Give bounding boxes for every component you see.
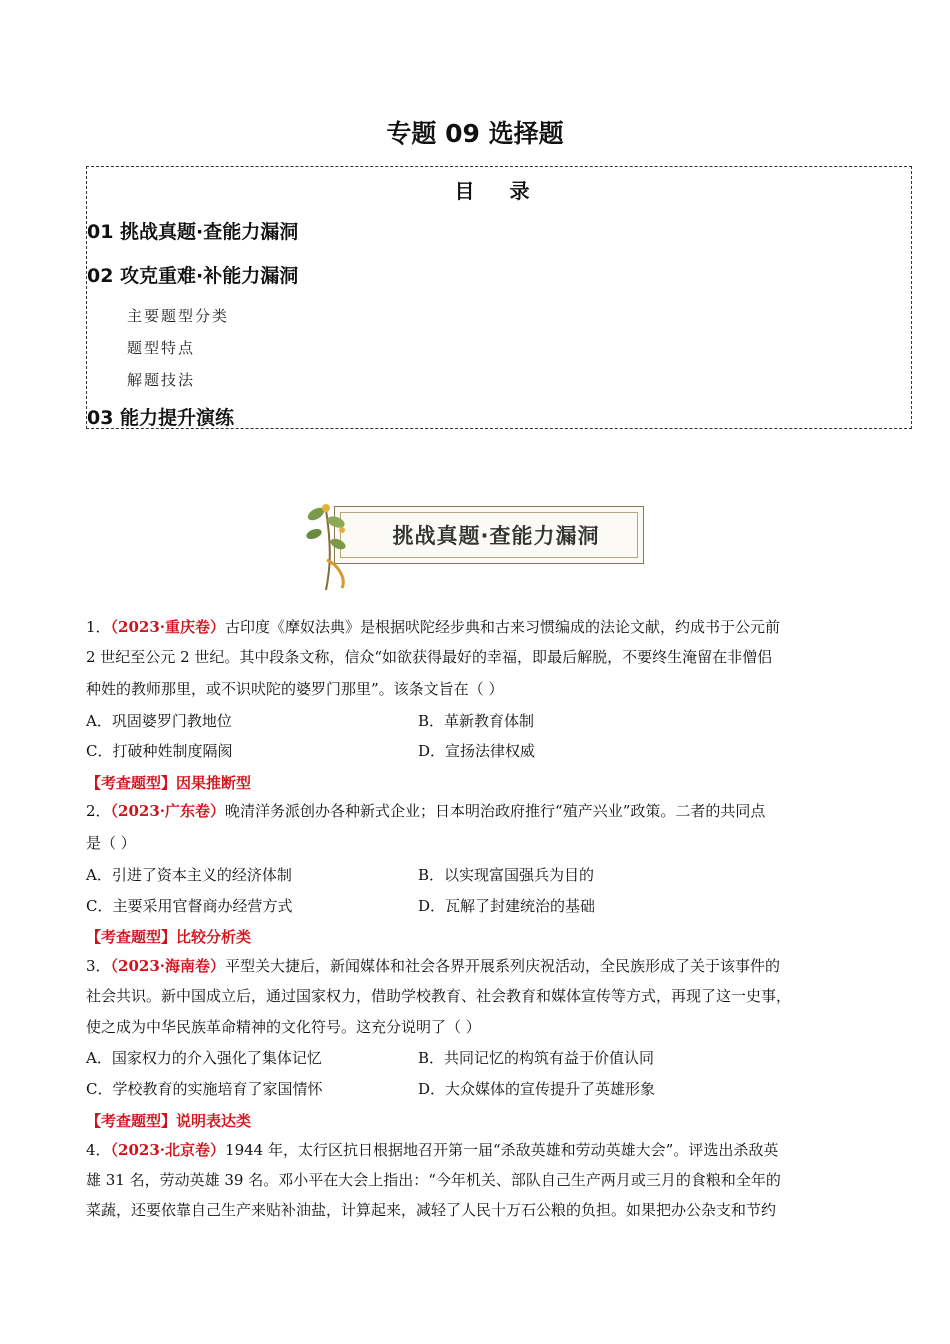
- question-3-line-3: 使之成为中华民族革命精神的文化符号。这充分说明了（ ）: [86, 1018, 481, 1036]
- question-3-source: （2023·海南卷）: [110, 957, 226, 975]
- question-2-type-tag: 【考查题型】因果推断型: [86, 774, 252, 792]
- toc-subitem-techniques[interactable]: 解题技法: [127, 371, 196, 389]
- toc-item-02[interactable]: 02 攻克重难·补能力漏洞: [87, 265, 299, 287]
- question-2-option-c[interactable]: C．主要采用官督商办经营方式: [86, 897, 293, 915]
- question-1-option-d[interactable]: D．宣扬法律权威: [418, 742, 536, 760]
- toc-subitem-types[interactable]: 主要题型分类: [127, 307, 230, 325]
- question-3-option-c[interactable]: C．学校教育的实施培育了家国情怀: [86, 1080, 323, 1098]
- question-4-line-1: 4．（2023·北京卷）1944 年，太行区抗日根据地召开第一届“杀敌英雄和劳动英雄大会”。评选出杀敌英: [86, 1141, 779, 1159]
- banner-text: 挑战真题·查能力漏洞: [392, 524, 600, 548]
- question-1-option-c[interactable]: C．打破种姓制度隔阂: [86, 742, 233, 760]
- section-banner: [296, 500, 656, 594]
- question-2-option-a[interactable]: A．引进了资本主义的经济体制: [86, 866, 292, 884]
- question-2-line-1: 2．（2023·广东卷）晚清洋务派创办各种新式企业；日本明治政府推行“殖产兴业”政策。二者的共同点: [86, 802, 766, 820]
- question-4-source: （2023·北京卷）: [110, 1141, 226, 1159]
- question-1-option-b[interactable]: B．革新教育体制: [418, 712, 535, 730]
- question-2-line-2: 是（ ）: [86, 834, 136, 852]
- question-3-line-2: 社会共识。新中国成立后，通过国家权力，借助学校教育、社会教育和媒体宣传等方式，再现了这一史事，: [86, 987, 792, 1005]
- toc-item-01[interactable]: 01 挑战真题·查能力漏洞: [87, 221, 299, 243]
- toc-item-03[interactable]: 03 能力提升演练: [87, 407, 235, 429]
- question-1-line-2: 2 世纪至公元 2 世纪。其中段条文称，信众“如欲获得最好的幸福，即最后解脱，不要终生淹留在非僧侣: [86, 648, 773, 666]
- table-of-contents: [86, 166, 912, 429]
- question-2-source: （2023·广东卷）: [110, 802, 226, 820]
- question-1-line-3: 种姓的教师那里，或不识吠陀的婆罗门那里”。该条文旨在（ ）: [86, 680, 504, 698]
- question-3-type-tag: 【考查题型】比较分析类: [86, 928, 252, 946]
- question-3-option-d[interactable]: D．大众媒体的宣传提升了英雄形象: [418, 1080, 656, 1098]
- question-3-line-1: 3．（2023·海南卷）平型关大捷后，新闻媒体和社会各界开展系列庆祝活动，全民族形成了关于该事件的: [86, 957, 781, 975]
- page-title: 专题 09 选择题: [386, 119, 564, 148]
- question-3-option-b[interactable]: B．共同记忆的构筑有益于价值认同: [418, 1049, 655, 1067]
- toc-heading: 目 录: [454, 179, 544, 203]
- question-4-line-3: 菜蔬，还要依靠自己生产来贴补油盐，计算起来，减轻了人民十万石公粮的负担。如果把办公杂支和节约: [86, 1201, 777, 1219]
- question-3-option-a[interactable]: A．国家权力的介入强化了集体记忆: [86, 1049, 322, 1067]
- toc-subitem-features[interactable]: 题型特点: [127, 339, 196, 357]
- plant-decoration-icon: [296, 500, 366, 594]
- question-1-option-a[interactable]: A．巩固婆罗门教地位: [86, 712, 232, 730]
- question-2-option-d[interactable]: D．瓦解了封建统治的基础: [418, 897, 596, 915]
- banner-frame: [334, 506, 644, 564]
- question-2-option-b[interactable]: B．以实现富国强兵为目的: [418, 866, 595, 884]
- question-1-source: （2023·重庆卷）: [110, 618, 226, 636]
- question-1-line-1: 1．（2023·重庆卷）古印度《摩奴法典》是根据吠陀经步典和古来习惯编成的法论文献，约成书于公元前: [86, 618, 781, 636]
- question-4-type-tag: 【考查题型】说明表达类: [86, 1112, 252, 1130]
- question-4-line-2: 雄 31 名，劳动英雄 39 名。邓小平在大会上指出：“今年机关、部队自己生产两月或三月的食粮和全年的: [86, 1171, 781, 1189]
